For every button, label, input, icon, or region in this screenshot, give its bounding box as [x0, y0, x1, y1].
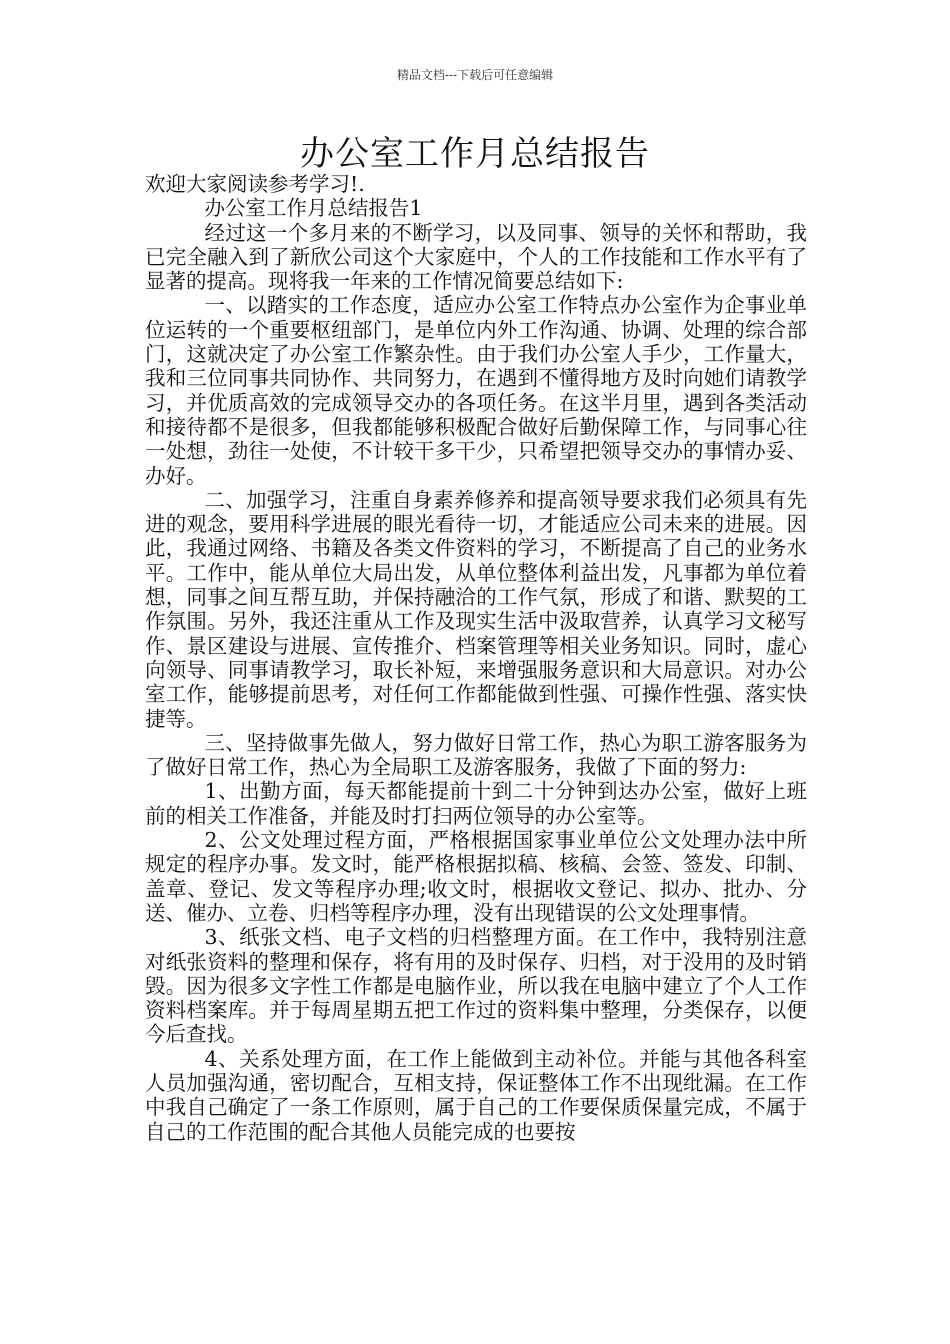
paragraph-item-2: 2、公文处理过程方面，严格根据国家事业单位公文处理办法中所规定的程序办事。发文时，能严格根据拟稿、核稿、会签、签发、印制、盖章、登记、发文等程序办理;收文时，根据收文登记、拟办、批办、分送、催办、立卷、归档等程序办理，没有出现错误的公文处理事情。: [145, 828, 807, 925]
document-body: [145, 172, 807, 1144]
paragraph-item-4: 4、关系处理方面，在工作上能做到主动补位。并能与其他各科室人员加强沟通，密切配合，互相支持，保证整体工作不出现纰漏。在工作中我自己确定了一条工作原则，属于自己的工作要保质保量完成，不属于自己的工作范围的配合其他人员能完成的也要按: [145, 1046, 807, 1144]
paragraph-section-3: 三、坚持做事先做人，努力做好日常工作，热心为职工游客服务为了做好日常工作，热心为全局职工及游客服务，我做了下面的努力:: [145, 730, 807, 780]
report-subtitle: 办公室工作月总结报告1: [204, 196, 423, 221]
paragraph-section-2: 二、加强学习，注重自身素养修养和提高领导要求我们必须具有先进的观念，要用科学进展的眼光看待一切，才能适应公司未来的进展。因此，我通过网络、书籍及各类文件资料的学习，不断提高了自己的业务水平。工作中，能从单位大局出发，从单位整体利益出发，凡事都为单位着想，同事之间互帮互助，并保持融洽的工作气氛，形成了和谐、默契的工作氛围。另外，我还注重从工作及现实生活中汲取营养，认真学习文秘写作、景区建设与进展、宣传推介、档案管理等相关业务知识。同时，虚心向领导、同事请教学习，取长补短，来增强服务意识和大局意识。对办公室工作，能够提前思考，对任何工作都能做到性强、可操作性强、落实快捷等。: [145, 487, 807, 731]
paragraph-opening: 经过这一个多月来的不断学习，以及同事、领导的关怀和帮助，我已完全融入到了新欣公司这个大家庭中，个人的工作技能和工作水平有了显著的提高。现将我一年来的工作情况简要总结如下:: [145, 220, 807, 294]
document-title: 办公室工作月总结报告: [300, 134, 650, 174]
paragraph-item-3: 3、纸张文档、电子文档的归档整理方面。在工作中，我特别注意对纸张资料的整理和保存，将有用的及时保存、归档，对于没用的及时销毁。因为很多文字性工作都是电脑作业，所以我在电脑中建立了个人工作资料档案库。并于每周星期五把工作过的资料集中整理，分类保存，以便今后查找。: [145, 925, 807, 1047]
intro-line: 欢迎大家阅读参考学习!.: [145, 172, 365, 196]
paragraph-item-1: 1、出勤方面，每天都能提前十到二十分钟到达办公室，做好上班前的相关工作准备，并能及时打扫两位领导的办公室等。: [145, 779, 807, 828]
paragraph-section-1: 一、以踏实的工作态度，适应办公室工作特点办公室作为企事业单位运转的一个重要枢纽部门，是单位内外工作沟通、协调、处理的综合部门，这就决定了办公室工作繁杂性。由于我们办公室人手少，工作量大，我和三位同事共同协作、共同努力，在遇到不懂得地方及时向她们请教学习，并优质高效的完成领导交办的各项任务。在这半月里，遇到各类活动和接待都不是很多，但我都能够积极配合做好后勤保障工作，与同事心往一处想，劲往一处使，不计较干多干少，只希望把领导交办的事情办妥、办好。: [145, 293, 807, 488]
page-header-note: 精品文档---下载后可任意编辑: [396, 68, 554, 82]
